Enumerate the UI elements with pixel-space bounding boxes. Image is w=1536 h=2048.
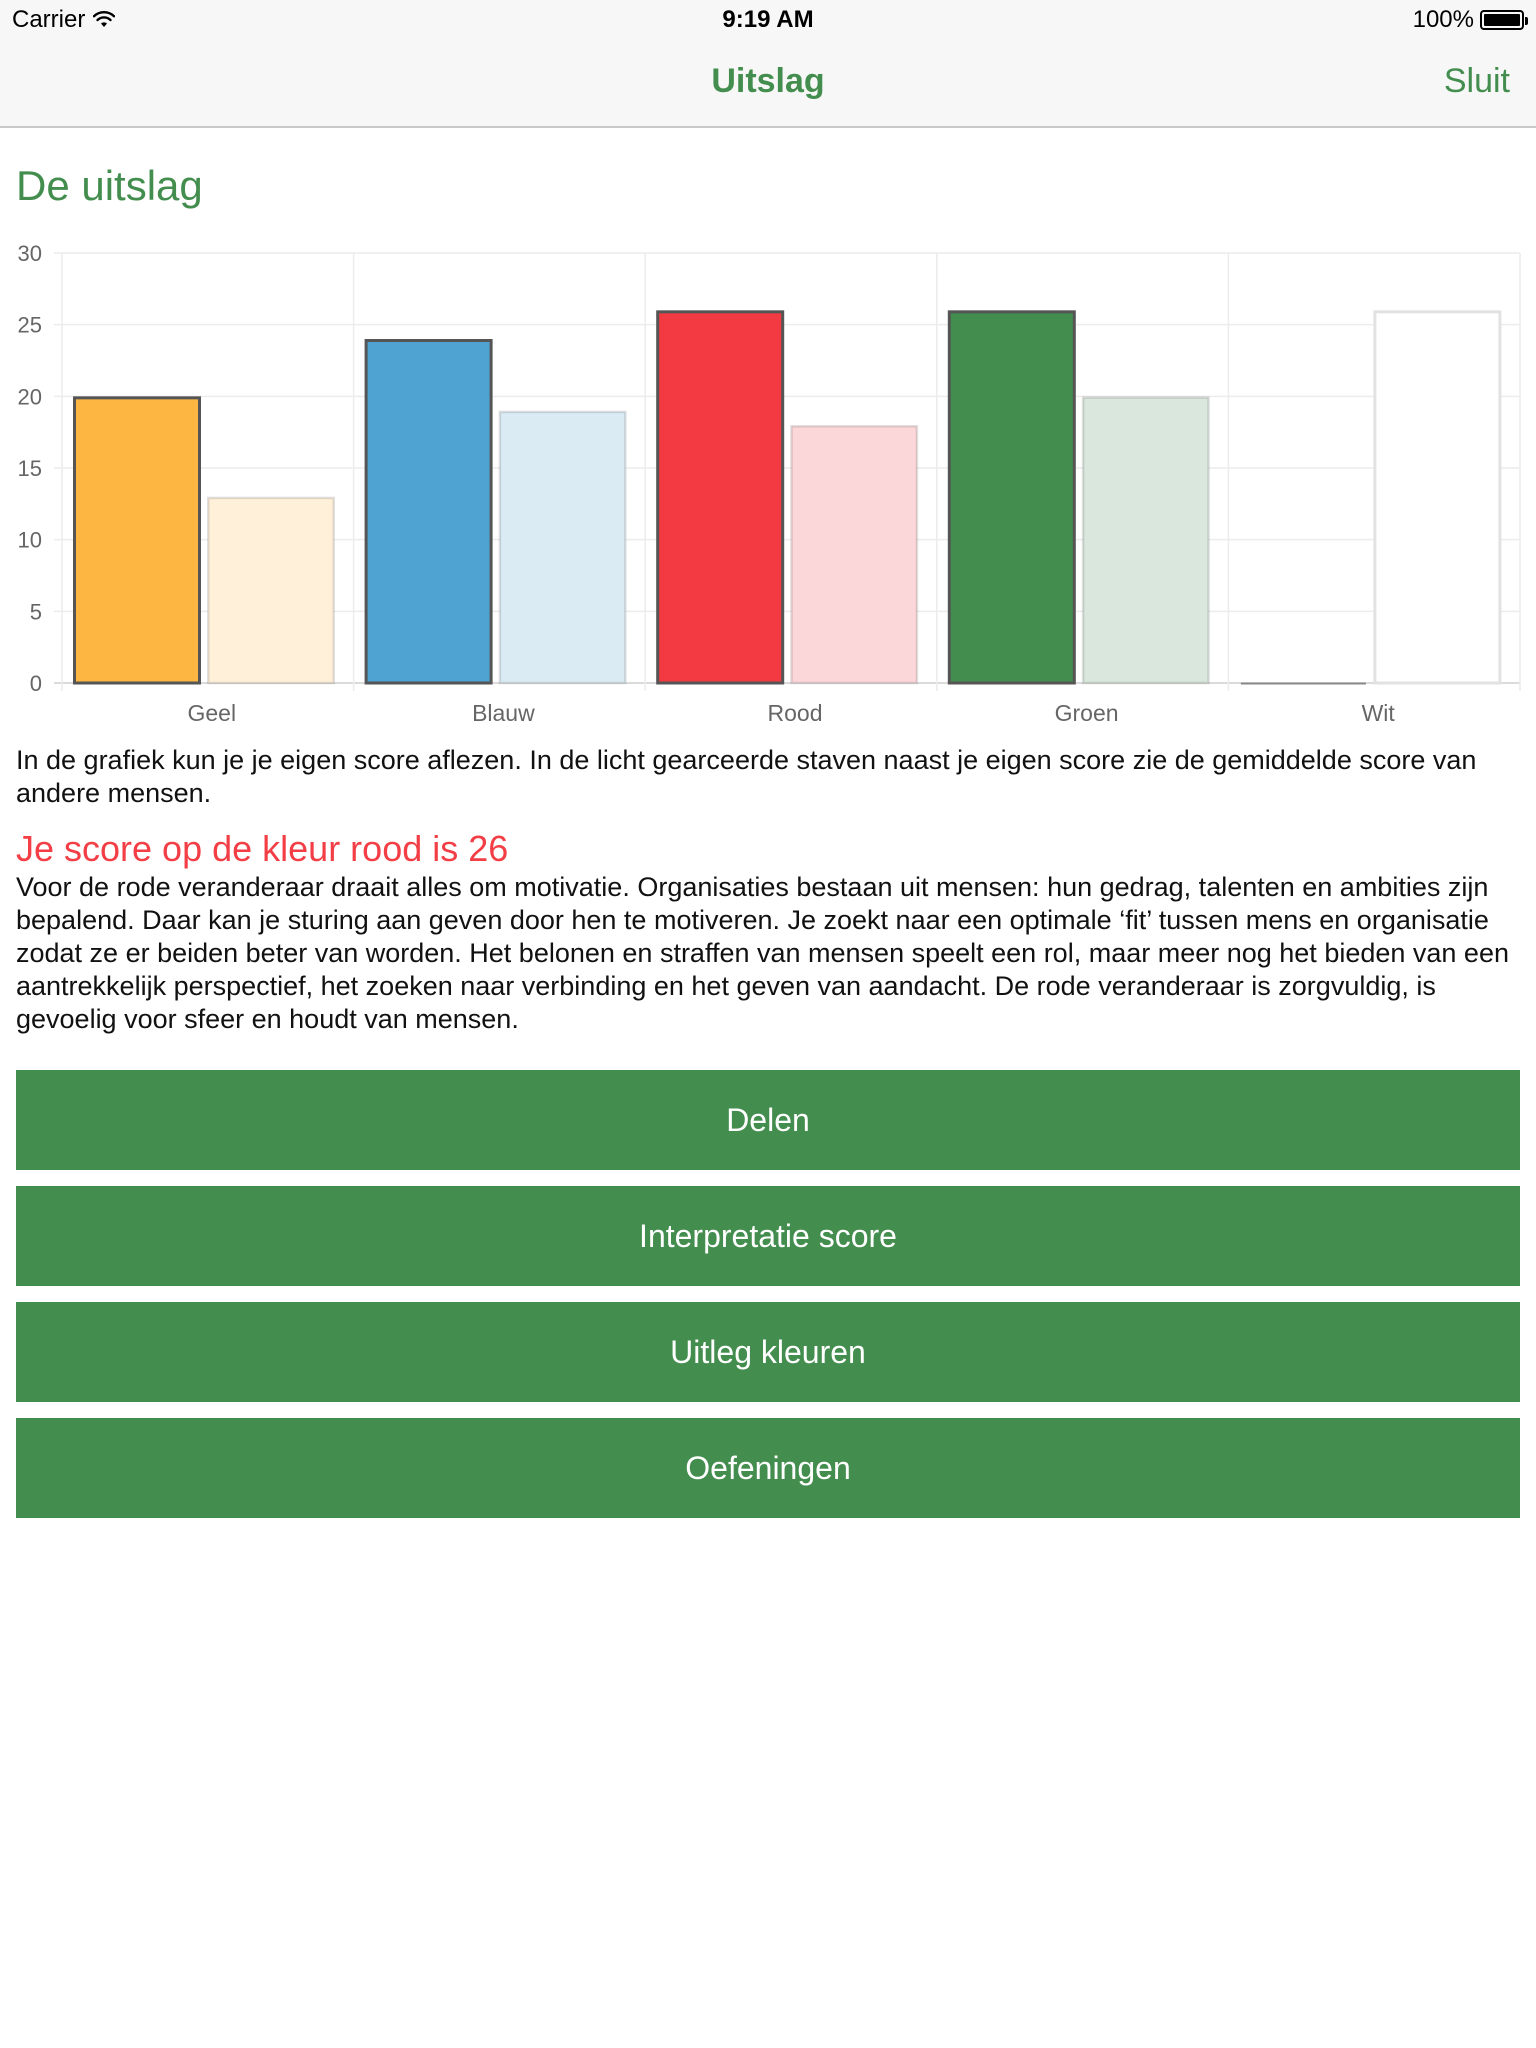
interpretation-button[interactable]: Interpretatie score: [16, 1186, 1520, 1286]
own-score-bar: [75, 398, 200, 683]
own-score-bar: [658, 312, 783, 683]
own-score-bar: [1241, 683, 1366, 685]
average-score-bar: [1375, 312, 1500, 683]
battery-indicator: [1413, 6, 1524, 34]
average-score-bar: [500, 412, 625, 683]
chart-explanation: In de grafiek kun je je eigen score aflezen. In de licht gearceerde staven naast je eigen score zie de gemiddelde score van andere mensen.: [16, 745, 1477, 808]
x-category-label: Wit: [1361, 700, 1395, 726]
score-title: Je score op de kleur rood is 26: [16, 828, 509, 869]
x-category-label: Rood: [767, 700, 823, 726]
y-tick-label: 0: [29, 671, 42, 696]
exercises-button[interactable]: Oefeningen: [16, 1418, 1520, 1518]
color-explanation-button[interactable]: Uitleg kleuren: [16, 1302, 1520, 1402]
y-tick-label: 25: [17, 312, 42, 338]
average-score-bar: [208, 498, 334, 683]
color-description: Voor de rode veranderaar draait alles om motivatie. Organisaties bestaan uit mensen: hun gedrag, talenten en ambities zijn bepalend. Daar kan je sturing aan geven door hen te motiveren. Je zoekt naar een optimale ‘fit’ tussen mens en organisatie zodat ze er beiden beter van worden. Het belonen en straffen van mensen speelt een rol, maar meer nog het bieden van een aantrekkelijk perspectief, het zoeken naar verbinding en het geven van aandacht. De rode veranderaar is zorgvuldig, is gevoelig voor sfeer en houdt van mensen.: [16, 872, 1509, 1034]
share-button[interactable]: Delen: [16, 1070, 1520, 1170]
y-tick-label: 10: [17, 527, 42, 553]
nav-title: Uitslag: [711, 62, 825, 100]
x-category-label: Groen: [1054, 700, 1119, 726]
battery-percent: 100%: [1412, 6, 1474, 33]
own-score-bar: [949, 312, 1074, 683]
average-score-bar: [1083, 398, 1209, 683]
y-tick-label: 20: [17, 384, 42, 410]
close-button[interactable]: Sluit: [1443, 62, 1510, 100]
page-heading: De uitslag: [16, 162, 203, 209]
x-category-label: Geel: [187, 700, 237, 726]
navigation-bar: [0, 40, 1536, 128]
y-tick-label: 15: [17, 456, 42, 481]
status-bar: [0, 0, 1536, 40]
y-tick-label: 5: [29, 599, 42, 625]
y-tick-label: 30: [17, 241, 42, 266]
battery-icon: [1480, 10, 1524, 30]
score-bar-chart: [0, 230, 1536, 740]
average-score-bar: [791, 426, 917, 683]
own-score-bar: [366, 341, 491, 684]
clock: 9:19 AM: [722, 6, 814, 33]
carrier-label: Carrier: [12, 6, 86, 33]
x-category-label: Blauw: [472, 700, 535, 726]
